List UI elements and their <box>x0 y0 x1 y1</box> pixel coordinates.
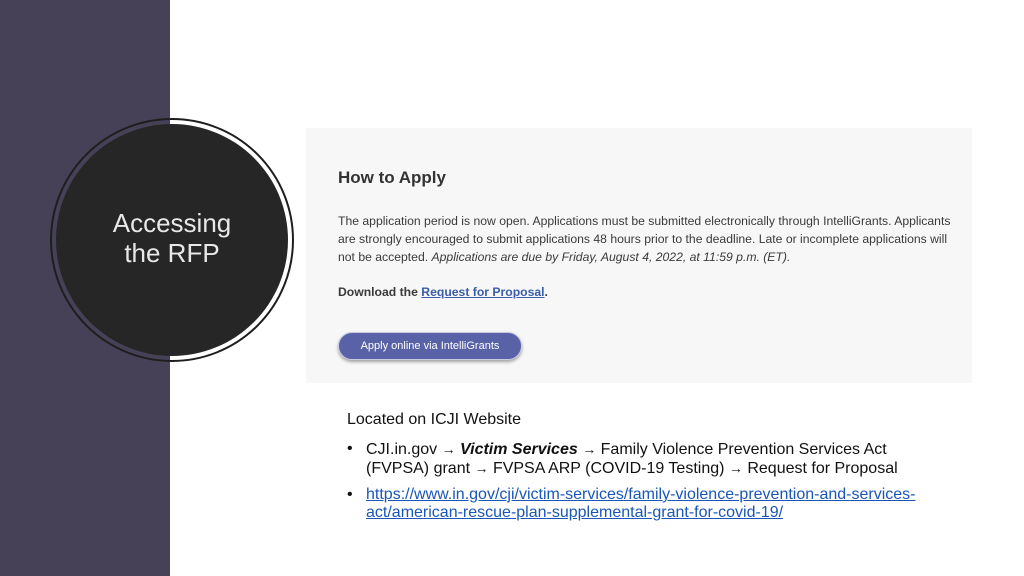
website-screenshot <box>306 128 972 383</box>
slide-title: Accessing the RFP <box>112 208 232 268</box>
location-caption: Located on ICJI Website <box>347 411 522 428</box>
how-to-apply-heading: How to Apply <box>338 168 446 187</box>
arrow-right-icon: → <box>474 460 489 476</box>
arrow-right-icon: → <box>582 441 597 457</box>
application-info-text <box>338 212 960 266</box>
list-item <box>347 440 917 478</box>
path-victim-services: Victim Services <box>460 441 578 458</box>
download-prefix: Download the <box>338 285 418 299</box>
arrow-right-icon: → <box>728 460 743 476</box>
deadline-text: Applications are due by Friday, August 4, 2022, at 11:59 p.m. (ET). <box>431 250 791 264</box>
download-suffix: . <box>544 285 548 299</box>
bullet-marker: • <box>347 486 353 503</box>
application-body-text: The application period is now open. Applications must be submitted electronically through IntelliGrants. Applicants are strongly encouraged to submit applications 48 hours prior to the deadline. Late or incomplete applications will not be accepted. <box>338 214 951 264</box>
path-fvpsa-grant: Family Violence Prevention Services Act (FVPSA) grant <box>366 441 887 477</box>
path-cji: CJI.in.gov <box>366 441 438 458</box>
title-circle <box>56 124 288 356</box>
arrow-right-icon: → <box>441 441 456 457</box>
request-for-proposal-link[interactable]: Request for Proposal <box>421 285 545 299</box>
download-line <box>338 285 548 299</box>
bullet-list <box>347 440 917 530</box>
apply-online-button[interactable]: Apply online via IntelliGrants <box>338 332 522 360</box>
path-rfp: Request for Proposal <box>747 460 898 477</box>
rfp-url-link[interactable]: https://www.in.gov/cji/victim-services/family-violence-prevention-and-services-act/american-rescue-plan-supplemental-grant-for-covid-19/ <box>366 486 916 521</box>
path-fvpsa-arp: FVPSA ARP (COVID-19 Testing) <box>492 460 725 477</box>
bullet-marker: • <box>347 440 353 457</box>
list-item <box>347 486 917 522</box>
